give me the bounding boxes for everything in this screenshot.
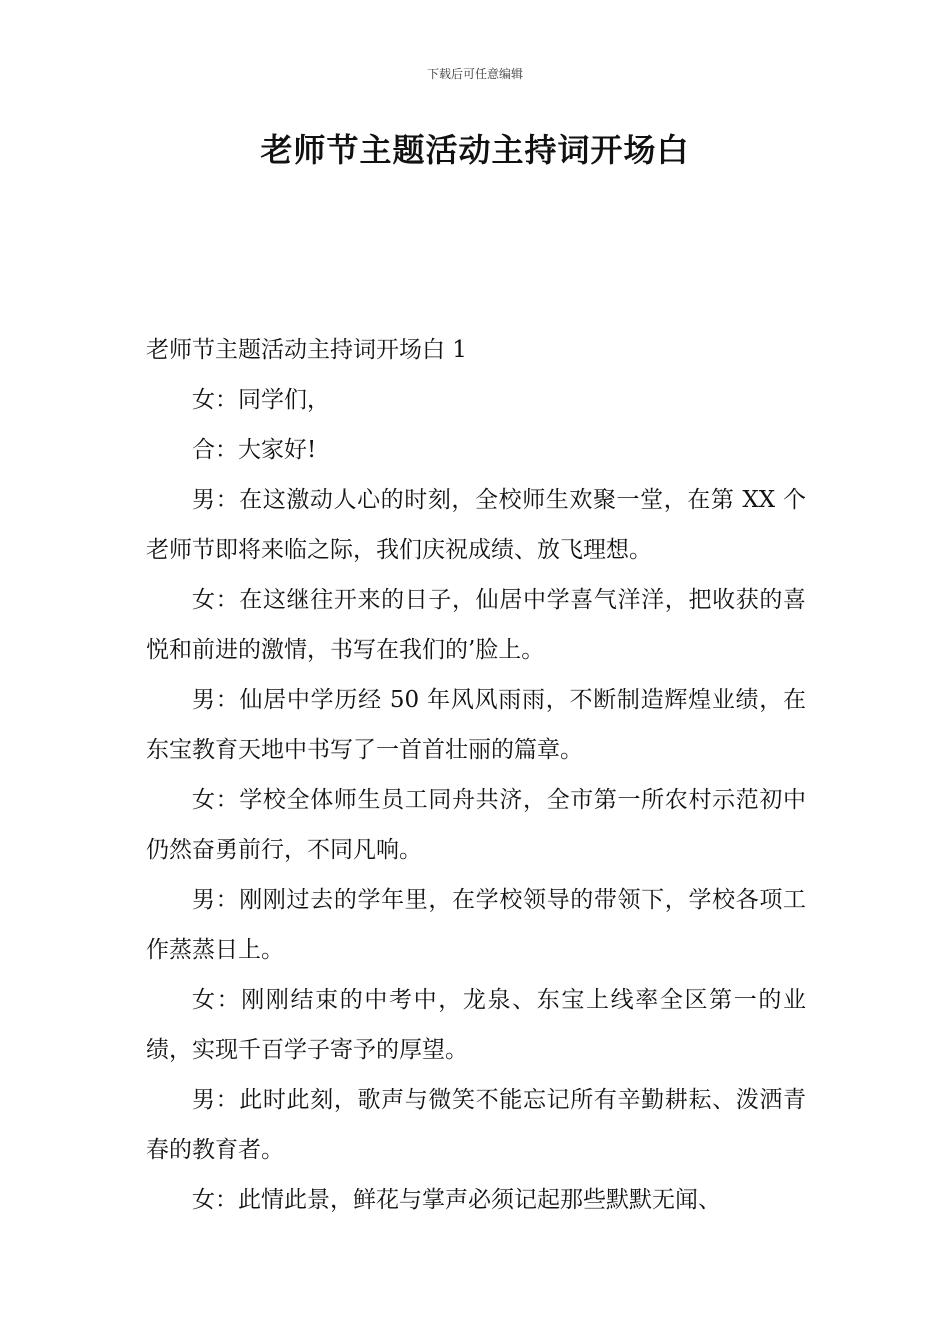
paragraph-7: 男：刚刚过去的学年里，在学校领导的带领下，学校各项工作蒸蒸日上。: [146, 887, 806, 963]
paragraph-6: 女：学校全体师生员工同舟共济，全市第一所农村示范初中仍然奋勇前行，不同凡响。: [146, 787, 806, 863]
paragraph-1: 女：同学们，: [192, 387, 330, 413]
paragraph-9: 男：此时此刻，歌声与微笑不能忘记所有辛勤耕耘、泼洒青春的教育者。: [146, 1087, 806, 1163]
section-heading: 老师节主题活动主持词开场白 1: [146, 337, 467, 363]
paragraph-3: 男：在这激动人心的时刻，全校师生欢聚一堂，在第 XX 个老师节即将来临之际，我们庆祝成绩、放飞理想。: [146, 487, 806, 563]
paragraph-10: 女：此情此景，鲜花与掌声必须记起那些默默无闻、: [192, 1187, 721, 1213]
paragraph-2: 合：大家好!: [192, 437, 317, 463]
document-title: 老师节主题活动主持词开场白: [260, 131, 690, 169]
paragraph-8: 女：刚刚结束的中考中，龙泉、东宝上线率全区第一的业绩，实现千百学子寄予的厚望。: [146, 987, 806, 1063]
paragraph-5: 男：仙居中学历经 50 年风风雨雨，不断制造辉煌业绩，在东宝教育天地中书写了一首首壮丽的篇章。: [146, 687, 806, 763]
document-body: [146, 325, 806, 1225]
paragraph-4: 女：在这继往开来的日子，仙居中学喜气洋洋，把收获的喜悦和前进的激情，书写在我们的’脸上。: [146, 587, 806, 663]
header-note: 下载后可任意编辑: [426, 67, 523, 81]
